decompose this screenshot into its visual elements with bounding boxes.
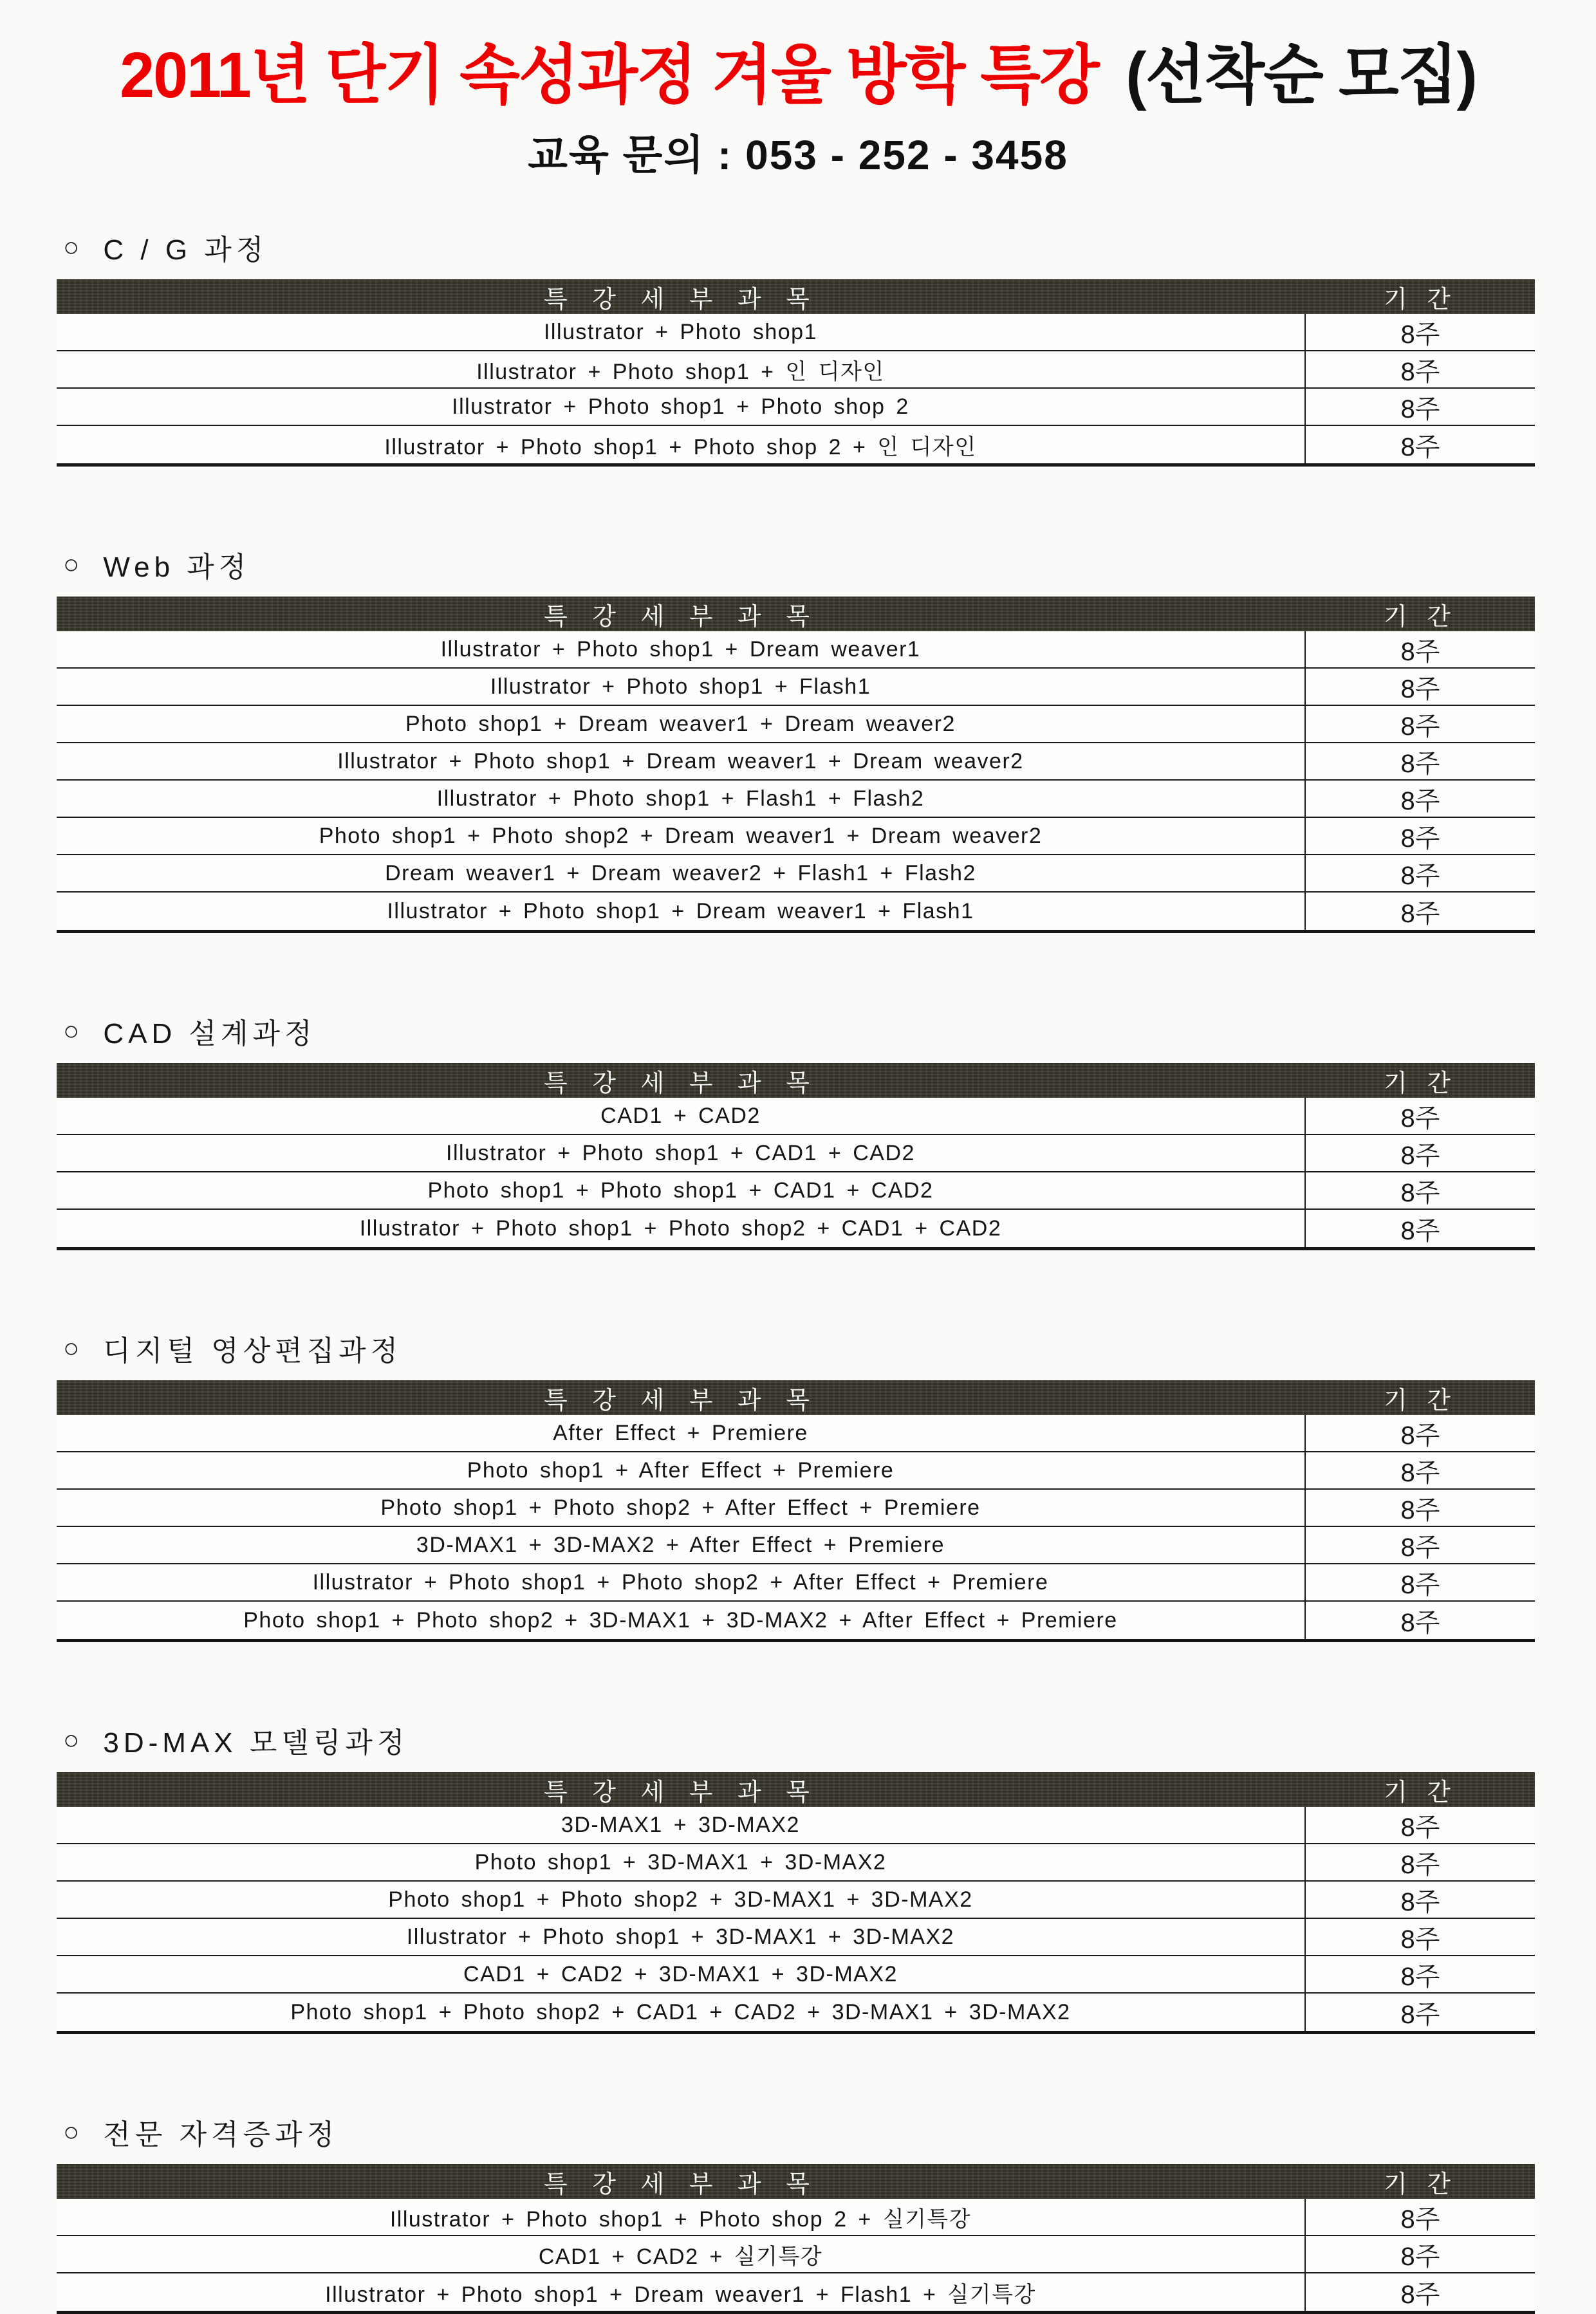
course-table <box>57 1380 1535 1642</box>
circle-bullet-icon: ○ <box>63 1333 84 1363</box>
table-row <box>57 781 1535 818</box>
column-header-subject: 특 강 세 부 과 목 <box>543 1387 819 1414</box>
section-title: CAD 설계과정 <box>103 1018 317 1050</box>
circle-bullet-icon: ○ <box>63 2116 84 2147</box>
table-row <box>57 1490 1535 1527</box>
course-period: 8주 <box>1400 861 1440 890</box>
course-period: 8주 <box>1400 1570 1440 1599</box>
course-period: 8주 <box>1400 357 1440 386</box>
course-period: 8주 <box>1400 1850 1440 1879</box>
table-row <box>57 2199 1535 2236</box>
course-subject: Photo shop1 + Dream weaver1 + Dream weaver2 <box>57 706 1306 742</box>
table-row <box>57 1882 1535 1919</box>
course-section <box>57 1010 1535 1250</box>
table-row <box>57 351 1535 389</box>
table-row <box>57 743 1535 781</box>
course-period: 8주 <box>1400 674 1440 703</box>
course-period: 8주 <box>1400 899 1440 928</box>
section-heading <box>63 227 1535 268</box>
course-subject: Illustrator + Photo shop1 + Flash1 <box>57 669 1306 705</box>
course-subject: Illustrator + Photo shop1 + Photo shop 2 + 실기특강 <box>57 2199 1306 2235</box>
course-period: 8주 <box>1400 1962 1440 1991</box>
table-row <box>57 1415 1535 1452</box>
course-table <box>57 1772 1535 2034</box>
course-section <box>57 227 1535 467</box>
course-table <box>57 1063 1535 1250</box>
table-row <box>57 1527 1535 1564</box>
column-header-period: 기 간 <box>1383 1387 1457 1414</box>
table-row <box>57 1564 1535 1602</box>
course-subject: CAD1 + CAD2 <box>57 1098 1306 1134</box>
course-subject: Illustrator + Photo shop1 <box>57 314 1306 350</box>
course-subject: Illustrator + Photo shop1 + CAD1 + CAD2 <box>57 1135 1306 1171</box>
sections-container <box>0 227 1596 2314</box>
course-subject: Illustrator + Photo shop1 + Flash1 + Flash2 <box>57 781 1306 817</box>
table-row <box>57 1994 1535 2031</box>
course-subject: 3D-MAX1 + 3D-MAX2 <box>57 1807 1306 1843</box>
course-period: 8주 <box>1400 432 1440 461</box>
page-title <box>24 35 1572 116</box>
course-subject: CAD1 + CAD2 + 실기특강 <box>57 2236 1306 2272</box>
table-row <box>57 426 1535 463</box>
table-body <box>57 1415 1535 1639</box>
table-body <box>57 2199 1535 2311</box>
course-period: 8주 <box>1400 749 1440 778</box>
course-period: 8주 <box>1400 824 1440 853</box>
page-title-red-text: 2011년 단기 속성과정 겨울 방학 특강 <box>120 39 1099 111</box>
table-header-row <box>57 279 1535 314</box>
section-title: 디지털 영상편집과정 <box>103 1335 403 1367</box>
table-row <box>57 706 1535 743</box>
table-row <box>57 1135 1535 1172</box>
section-title: 3D-MAX 모델링과정 <box>103 1727 409 1759</box>
course-subject: Photo shop1 + Photo shop2 + CAD1 + CAD2 + 3D-MAX1 + 3D-MAX2 <box>57 1994 1306 2031</box>
course-period: 8주 <box>1400 2242 1440 2271</box>
course-subject: Photo shop1 + Photo shop2 + 3D-MAX1 + 3D-MAX2 <box>57 1882 1306 1918</box>
course-subject: Photo shop1 + 3D-MAX1 + 3D-MAX2 <box>57 1844 1306 1880</box>
course-subject: Illustrator + Photo shop1 + Dream weaver1 + Flash1 + 실기특강 <box>57 2273 1306 2311</box>
course-subject: After Effect + Premiere <box>57 1415 1306 1451</box>
course-period: 8주 <box>1400 2280 1440 2309</box>
course-period: 8주 <box>1400 1104 1440 1133</box>
course-subject: Illustrator + Photo shop1 + Dream weaver1 + Dream weaver2 <box>57 743 1306 779</box>
table-row <box>57 1844 1535 1882</box>
course-period: 8주 <box>1400 1813 1440 1842</box>
column-header-subject: 특 강 세 부 과 목 <box>543 2171 819 2198</box>
table-header-row <box>57 1063 1535 1098</box>
circle-bullet-icon: ○ <box>63 232 84 262</box>
course-period: 8주 <box>1400 1421 1440 1450</box>
course-subject: Illustrator + Photo shop1 + 3D-MAX1 + 3D-MAX2 <box>57 1919 1306 1955</box>
course-subject: Illustrator + Photo shop1 + 인 디자인 <box>57 351 1306 387</box>
course-period: 8주 <box>1400 2205 1440 2234</box>
section-title: 전문 자격증과정 <box>103 2119 339 2151</box>
table-row <box>57 855 1535 893</box>
table-row <box>57 893 1535 930</box>
table-body <box>57 1098 1535 1247</box>
table-row <box>57 818 1535 855</box>
course-subject: Illustrator + Photo shop1 + Photo shop2 + After Effect + Premiere <box>57 1564 1306 1600</box>
course-period: 8주 <box>1400 394 1440 423</box>
course-subject: Dream weaver1 + Dream weaver2 + Flash1 + Flash2 <box>57 855 1306 891</box>
course-period: 8주 <box>1400 1495 1440 1524</box>
page-title-black-text: (선착순 모집) <box>1126 39 1476 111</box>
table-row <box>57 1919 1535 1956</box>
course-subject: Photo shop1 + Photo shop2 + 3D-MAX1 + 3D-MAX2 + After Effect + Premiere <box>57 1602 1306 1639</box>
course-period: 8주 <box>1400 1141 1440 1170</box>
circle-bullet-icon: ○ <box>63 1725 84 1755</box>
course-subject: Illustrator + Photo shop1 + Photo shop 2 <box>57 389 1306 425</box>
table-row <box>57 2273 1535 2311</box>
table-header-row <box>57 597 1535 631</box>
course-period: 8주 <box>1400 637 1440 666</box>
table-row <box>57 631 1535 669</box>
course-table <box>57 597 1535 933</box>
table-row <box>57 1172 1535 1210</box>
course-subject: Illustrator + Photo shop1 + Dream weaver1 + Flash1 <box>57 893 1306 930</box>
contact-phone-line: 교육 문의 : 053 - 252 - 3458 <box>528 132 1068 178</box>
table-row <box>57 1956 1535 1994</box>
column-header-subject: 특 강 세 부 과 목 <box>543 603 819 631</box>
course-subject: Photo shop1 + After Effect + Premiere <box>57 1452 1306 1488</box>
column-header-period: 기 간 <box>1383 603 1457 631</box>
course-period: 8주 <box>1400 786 1440 815</box>
circle-bullet-icon: ○ <box>63 549 84 579</box>
course-section <box>57 1328 1535 1642</box>
table-header-row <box>57 1380 1535 1415</box>
column-header-subject: 특 강 세 부 과 목 <box>543 1069 819 1097</box>
course-subject: CAD1 + CAD2 + 3D-MAX1 + 3D-MAX2 <box>57 1956 1306 1992</box>
course-subject: Illustrator + Photo shop1 + Photo shop 2 + 인 디자인 <box>57 426 1306 463</box>
course-section <box>57 544 1535 933</box>
course-table <box>57 279 1535 467</box>
section-heading <box>63 1719 1535 1761</box>
course-period: 8주 <box>1400 1533 1440 1562</box>
course-period: 8주 <box>1400 712 1440 741</box>
table-body <box>57 1807 1535 2031</box>
section-title: Web 과정 <box>103 551 251 583</box>
column-header-period: 기 간 <box>1383 286 1457 313</box>
course-period: 8주 <box>1400 1178 1440 1207</box>
table-body <box>57 314 1535 463</box>
course-subject: Illustrator + Photo shop1 + Photo shop2 + CAD1 + CAD2 <box>57 1210 1306 1247</box>
course-section <box>57 2111 1535 2314</box>
table-header-row <box>57 2164 1535 2199</box>
course-period: 8주 <box>1400 1887 1440 1916</box>
course-subject: 3D-MAX1 + 3D-MAX2 + After Effect + Premiere <box>57 1527 1306 1563</box>
course-period: 8주 <box>1400 1608 1440 1637</box>
table-row <box>57 1098 1535 1135</box>
circle-bullet-icon: ○ <box>63 1015 84 1046</box>
section-heading <box>63 544 1535 585</box>
section-heading <box>63 1010 1535 1051</box>
column-header-period: 기 간 <box>1383 2171 1457 2198</box>
course-table <box>57 2164 1535 2314</box>
column-header-subject: 특 강 세 부 과 목 <box>543 286 819 313</box>
table-row <box>57 2236 1535 2273</box>
column-header-subject: 특 강 세 부 과 목 <box>543 1779 819 1806</box>
course-section <box>57 1719 1535 2034</box>
course-subject: Photo shop1 + Photo shop2 + Dream weaver1 + Dream weaver2 <box>57 818 1306 854</box>
section-title: C / G 과정 <box>103 234 268 266</box>
table-header-row <box>57 1772 1535 1807</box>
table-row <box>57 1210 1535 1247</box>
course-subject: Photo shop1 + Photo shop2 + After Effect + Premiere <box>57 1490 1306 1526</box>
course-period: 8주 <box>1400 320 1440 349</box>
table-row <box>57 314 1535 351</box>
course-period: 8주 <box>1400 1458 1440 1487</box>
course-period: 8주 <box>1400 1925 1440 1954</box>
course-subject: Photo shop1 + Photo shop1 + CAD1 + CAD2 <box>57 1172 1306 1208</box>
table-row <box>57 1807 1535 1844</box>
course-period: 8주 <box>1400 1216 1440 1245</box>
table-row <box>57 1452 1535 1490</box>
column-header-period: 기 간 <box>1383 1069 1457 1097</box>
table-row <box>57 389 1535 426</box>
section-heading <box>63 2111 1535 2152</box>
course-subject: Illustrator + Photo shop1 + Dream weaver1 <box>57 631 1306 667</box>
section-heading <box>63 1328 1535 1369</box>
table-row <box>57 669 1535 706</box>
column-header-period: 기 간 <box>1383 1779 1457 1806</box>
table-body <box>57 631 1535 930</box>
course-period: 8주 <box>1400 2000 1440 2029</box>
table-row <box>57 1602 1535 1639</box>
